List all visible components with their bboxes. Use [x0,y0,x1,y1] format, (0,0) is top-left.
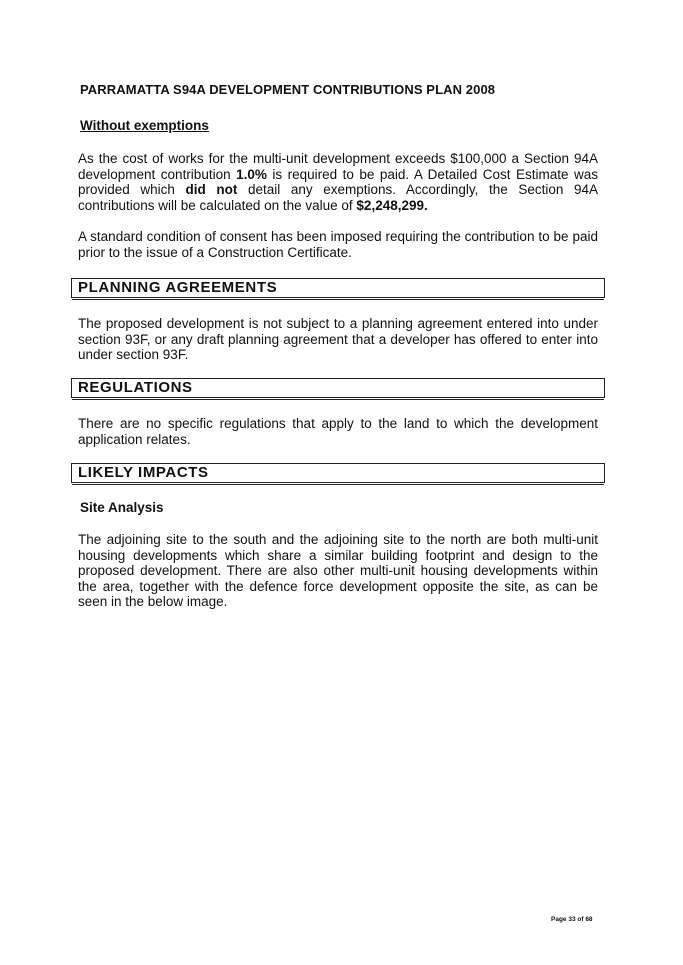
did-not-emphasis: did not [185,182,238,197]
header-underline [72,399,604,400]
contribution-rate: 1.0% [236,166,267,182]
contribution-text-3: detail any exemptions. Accordingly, the Section 94A contributions will be calculated on the value of [78,182,599,213]
plan-heading: PARRAMATTA S94A DEVELOPMENT CONTRIBUTIONS PLAN 2008 [80,82,496,97]
page-number: Page 33 of 68 [551,916,593,923]
regulations-paragraph: There are no specific regulations that apply to the land to which the development application relates. [78,416,598,447]
without-exemptions-title: Without exemptions [80,118,209,133]
site-analysis-paragraph: The adjoining site to the south and the adjoining site to the north are both multi-unit housing developments which share a similar building footprint and design to the proposed development. There are also other multi-unit housing developments within the area, together with the defence force development opposite the site, as can be seen in the below image. [78,532,598,609]
contribution-paragraph [78,151,598,213]
contribution-text-1: As the cost of works for the multi-unit development exceeds $100,000 a Section 94A development contribution [78,151,598,182]
planning-agreements-paragraph: The proposed development is not subject to a planning agreement entered into under section 93F, or any draft planning agreement that a developer has offered to enter into under section 93F. [78,316,598,362]
header-underline [72,484,604,485]
planning-agreements-title: PLANNING AGREEMENTS [78,279,278,296]
contribution-value: $2,248,299. [356,197,428,213]
likely-impacts-title: LIKELY IMPACTS [78,464,209,481]
regulations-title: REGULATIONS [78,379,193,396]
regulations-header-box [71,378,605,398]
planning-agreements-header-box [71,278,605,298]
standard-condition-paragraph: A standard condition of consent has been imposed requiring the contribution to be paid prior to the issue of a Construction Certificate. [78,229,598,260]
site-analysis-title: Site Analysis [80,500,164,515]
contribution-text-2: is required to be paid. A Detailed Cost Estimate was provided which [78,166,598,197]
header-underline [72,299,604,300]
likely-impacts-header-box [71,463,605,483]
